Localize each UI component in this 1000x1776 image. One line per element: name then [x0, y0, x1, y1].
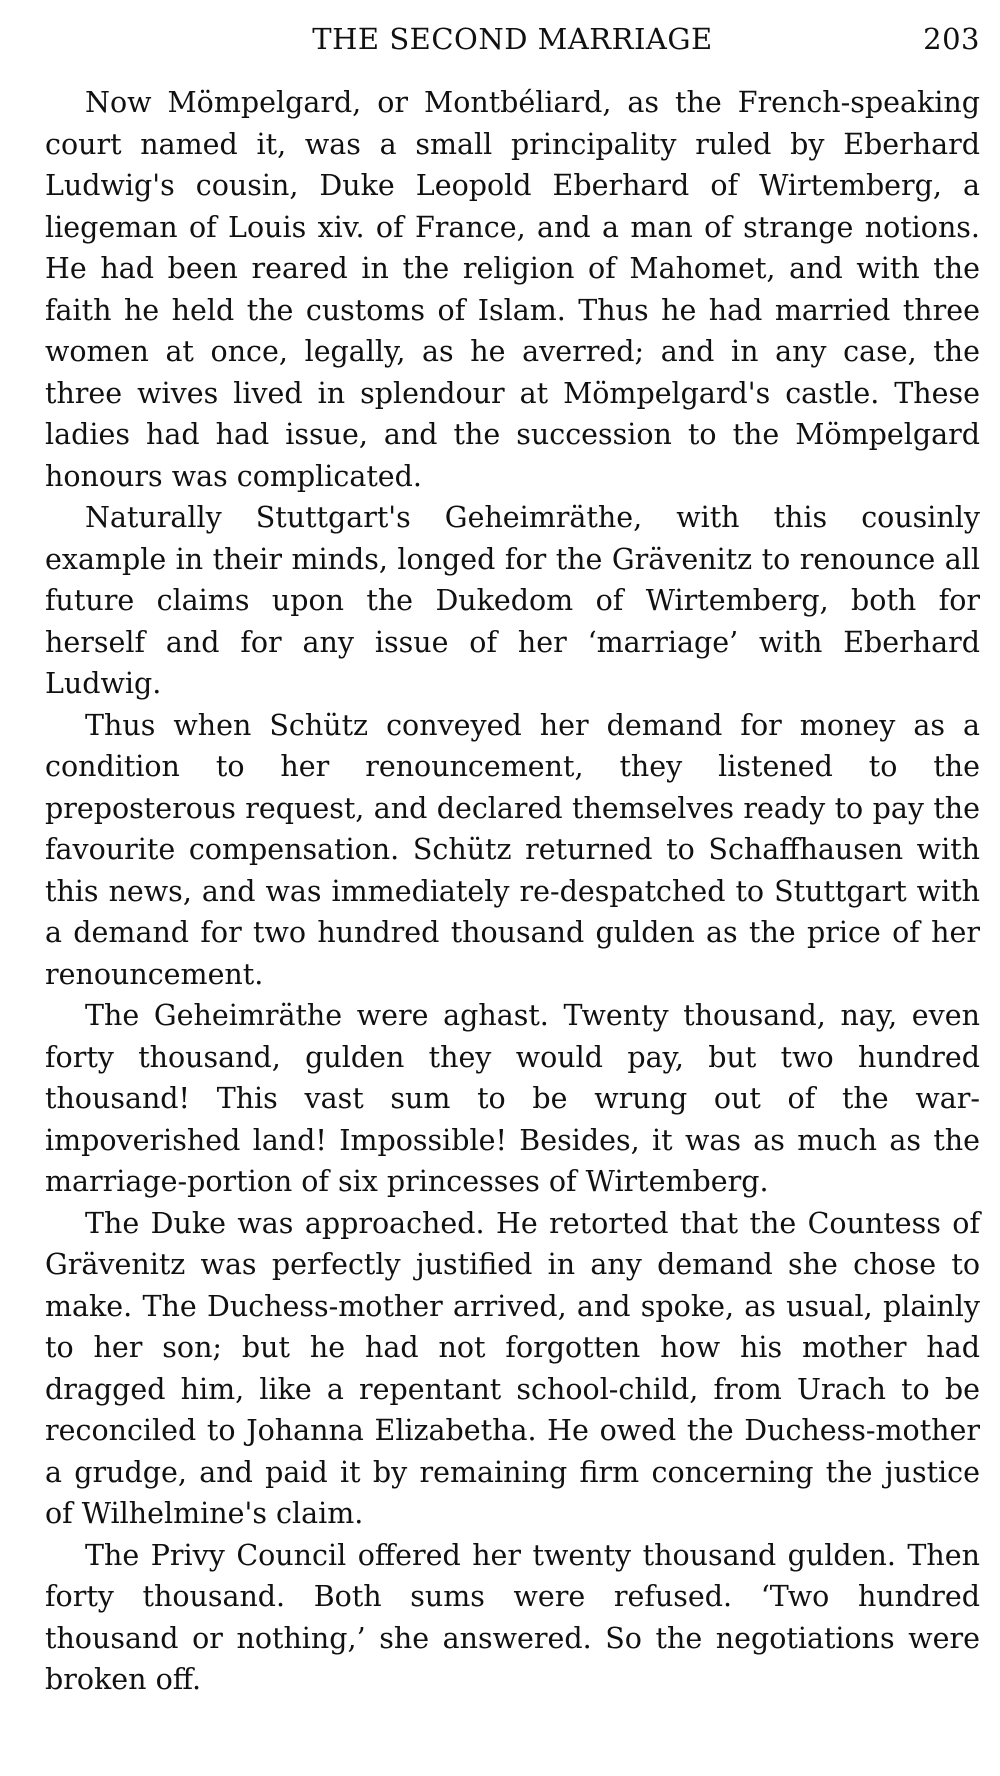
chapter-title: THE SECOND MARRIAGE: [312, 22, 713, 56]
paragraph-3: Thus when Schütz conveyed her demand for money as a condition to her renouncement, they listened to the preposterous request, and declared themselves ready to pay the favourite compensation. Schütz returned to Schaffhausen with this news, and was immediately re-despatched to Stuttgart with a demand for two hundred thousand gulden as the price of her renouncement.: [45, 708, 980, 991]
paragraph-2: Naturally Stuttgart's Geheimräthe, with this cousinly example in their minds, longed for the Grävenitz to renounce all future claims upon the Dukedom of Wirtemberg, both for herself and for any issue of her ‘marriage’ with Eberhard Ludwig.: [45, 501, 980, 700]
body-text: [45, 82, 980, 1701]
book-page: [45, 22, 980, 1701]
paragraph-1: Now Mömpelgard, or Montbéliard, as the French-speaking court named it, was a small principality ruled by Eberhard Ludwig's cousin, Duke Leopold Eberhard of Wirtemberg, a liegeman of Louis xiv. of France, and a man of strange notions. He had been reared in the religion of Mahomet, and with the faith he held the customs of Islam. Thus he had married three women at once, legally, as he averred; and in any case, the three wives lived in splendour at Mömpelgard's castle. These ladies had had issue, and the succession to the Mömpelgard honours was complicated.: [45, 86, 980, 493]
page-number: 203: [923, 22, 980, 56]
paragraph-5: The Duke was approached. He retorted that the Countess of Grävenitz was perfectly justified in any demand she chose to make. The Duchess-mother arrived, and spoke, as usual, plainly to her son; but he had not forgotten how his mother had dragged him, like a repentant school-child, from Urach to be reconciled to Johanna Elizabetha. He owed the Duchess-mother a grudge, and paid it by remaining firm concerning the justice of Wilhelmine's claim.: [45, 1206, 980, 1530]
paragraph-6: The Privy Council offered her twenty thousand gulden. Then forty thousand. Both sums were refused. ‘Two hundred thousand or nothing,’ she answered. So the negotiations were broken off.: [45, 1538, 980, 1696]
running-head: [45, 22, 980, 62]
paragraph-4: The Geheimräthe were aghast. Twenty thousand, nay, even forty thousand, gulden they would pay, but two hundred thousand! This vast sum to be wrung out of the war-impoverished land! Impossible! Besides, it was as much as the marriage-portion of six princesses of Wirtemberg.: [45, 999, 980, 1198]
